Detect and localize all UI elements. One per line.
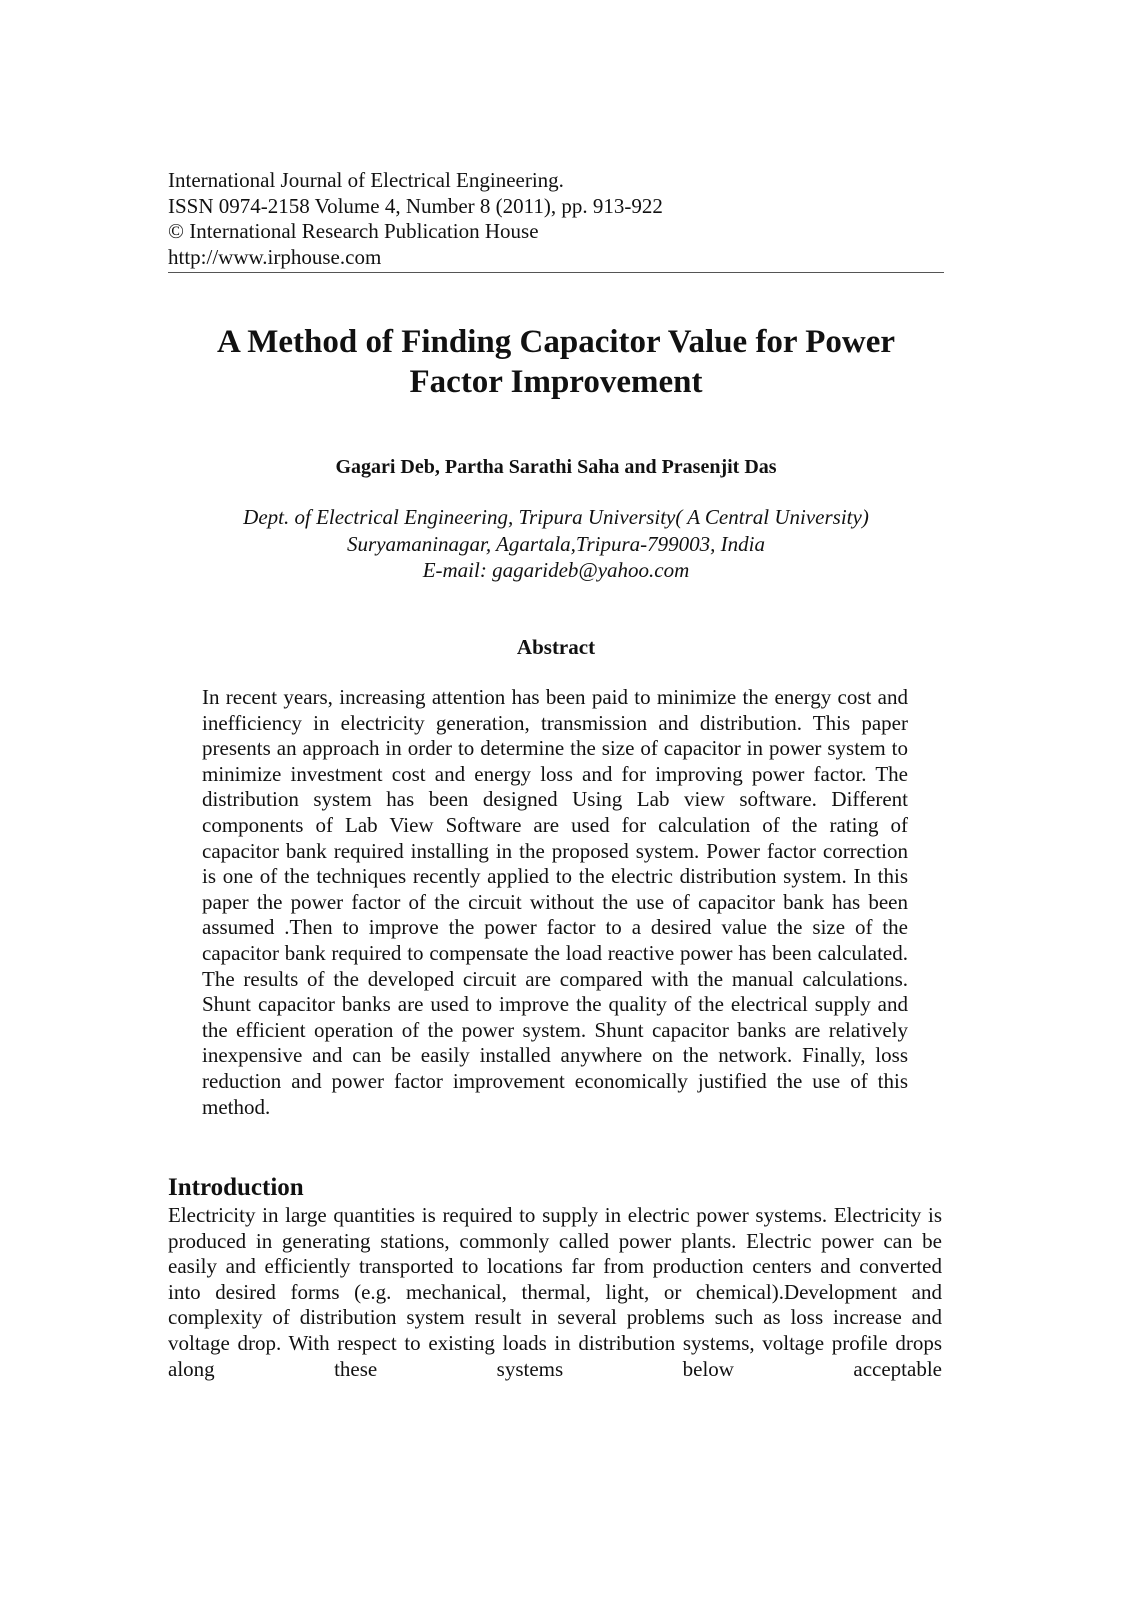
journal-url: http://www.irphouse.com: [168, 244, 382, 269]
introduction-heading: Introduction: [168, 1174, 304, 1201]
author-list: Gagari Deb, Partha Sarathi Saha and Prasenjit Das: [335, 456, 777, 478]
publisher-line: © International Research Publication House: [168, 219, 539, 243]
journal-name: International Journal of Electrical Engineering.: [168, 168, 564, 192]
abstract-text: In recent years, increasing attention has been paid to minimize the energy cost and inefficiency in electricity generation, transmission and distribution. This paper presents an approach in order to determine the size of capacitor in power system to minimize investment cost and energy loss and for improving power factor. The distribution system has been designed Using Lab view software. Different components of Lab View Software are used for calculation of the rating of capacitor bank required installing in the proposed system. Power factor correction is one of the techniques recently applied to the electric distribution system. In this paper the power factor of the circuit without the use of capacitor bank has been assumed .Then to improve the power factor to a desired value the size of the capacitor bank required to compensate the load reactive power has been calculated. The results of the developed circuit are compared with the manual calculations. Shunt capacitor banks are used to improve the quality of the electrical supply and the efficient operation of the power system. Shunt capacitor banks are relatively inexpensive and can be easily installed anywhere on the network. Finally, loss reduction and power factor improvement economically justified the use of this method.: [202, 685, 908, 1119]
author-email: E-mail: gagarideb@yahoo.com: [422, 558, 690, 582]
paper-title-line-2: Factor Improvement: [409, 364, 703, 400]
abstract-heading: Abstract: [516, 635, 596, 659]
introduction-text: Electricity in large quantities is required to supply in electric power systems. Electricity is produced in generating stations, commonly called power plants. Electric power can be easily and efficiently transported to locations far from production centers and converted into desired forms (e.g. mechanical, thermal, light, or chemical).Development and complexity of distribution system result in several problems such as loss increase and voltage drop. With respect to existing loads in distribution systems, voltage profile drops along these systems below acceptable: [168, 1203, 942, 1381]
affiliation-block: [168, 504, 944, 584]
paper-title: [168, 322, 944, 402]
affiliation-department: Dept. of Electrical Engineering, Tripura University( A Central University): [243, 505, 869, 529]
affiliation-address: Suryamaninagar, Agartala,Tripura-799003, India: [347, 531, 765, 556]
paper-title-line-1: A Method of Finding Capacitor Value for Power: [216, 324, 896, 360]
journal-header: [168, 168, 944, 273]
issn-line: ISSN 0974-2158 Volume 4, Number 8 (2011), pp. 913-922: [168, 193, 663, 218]
